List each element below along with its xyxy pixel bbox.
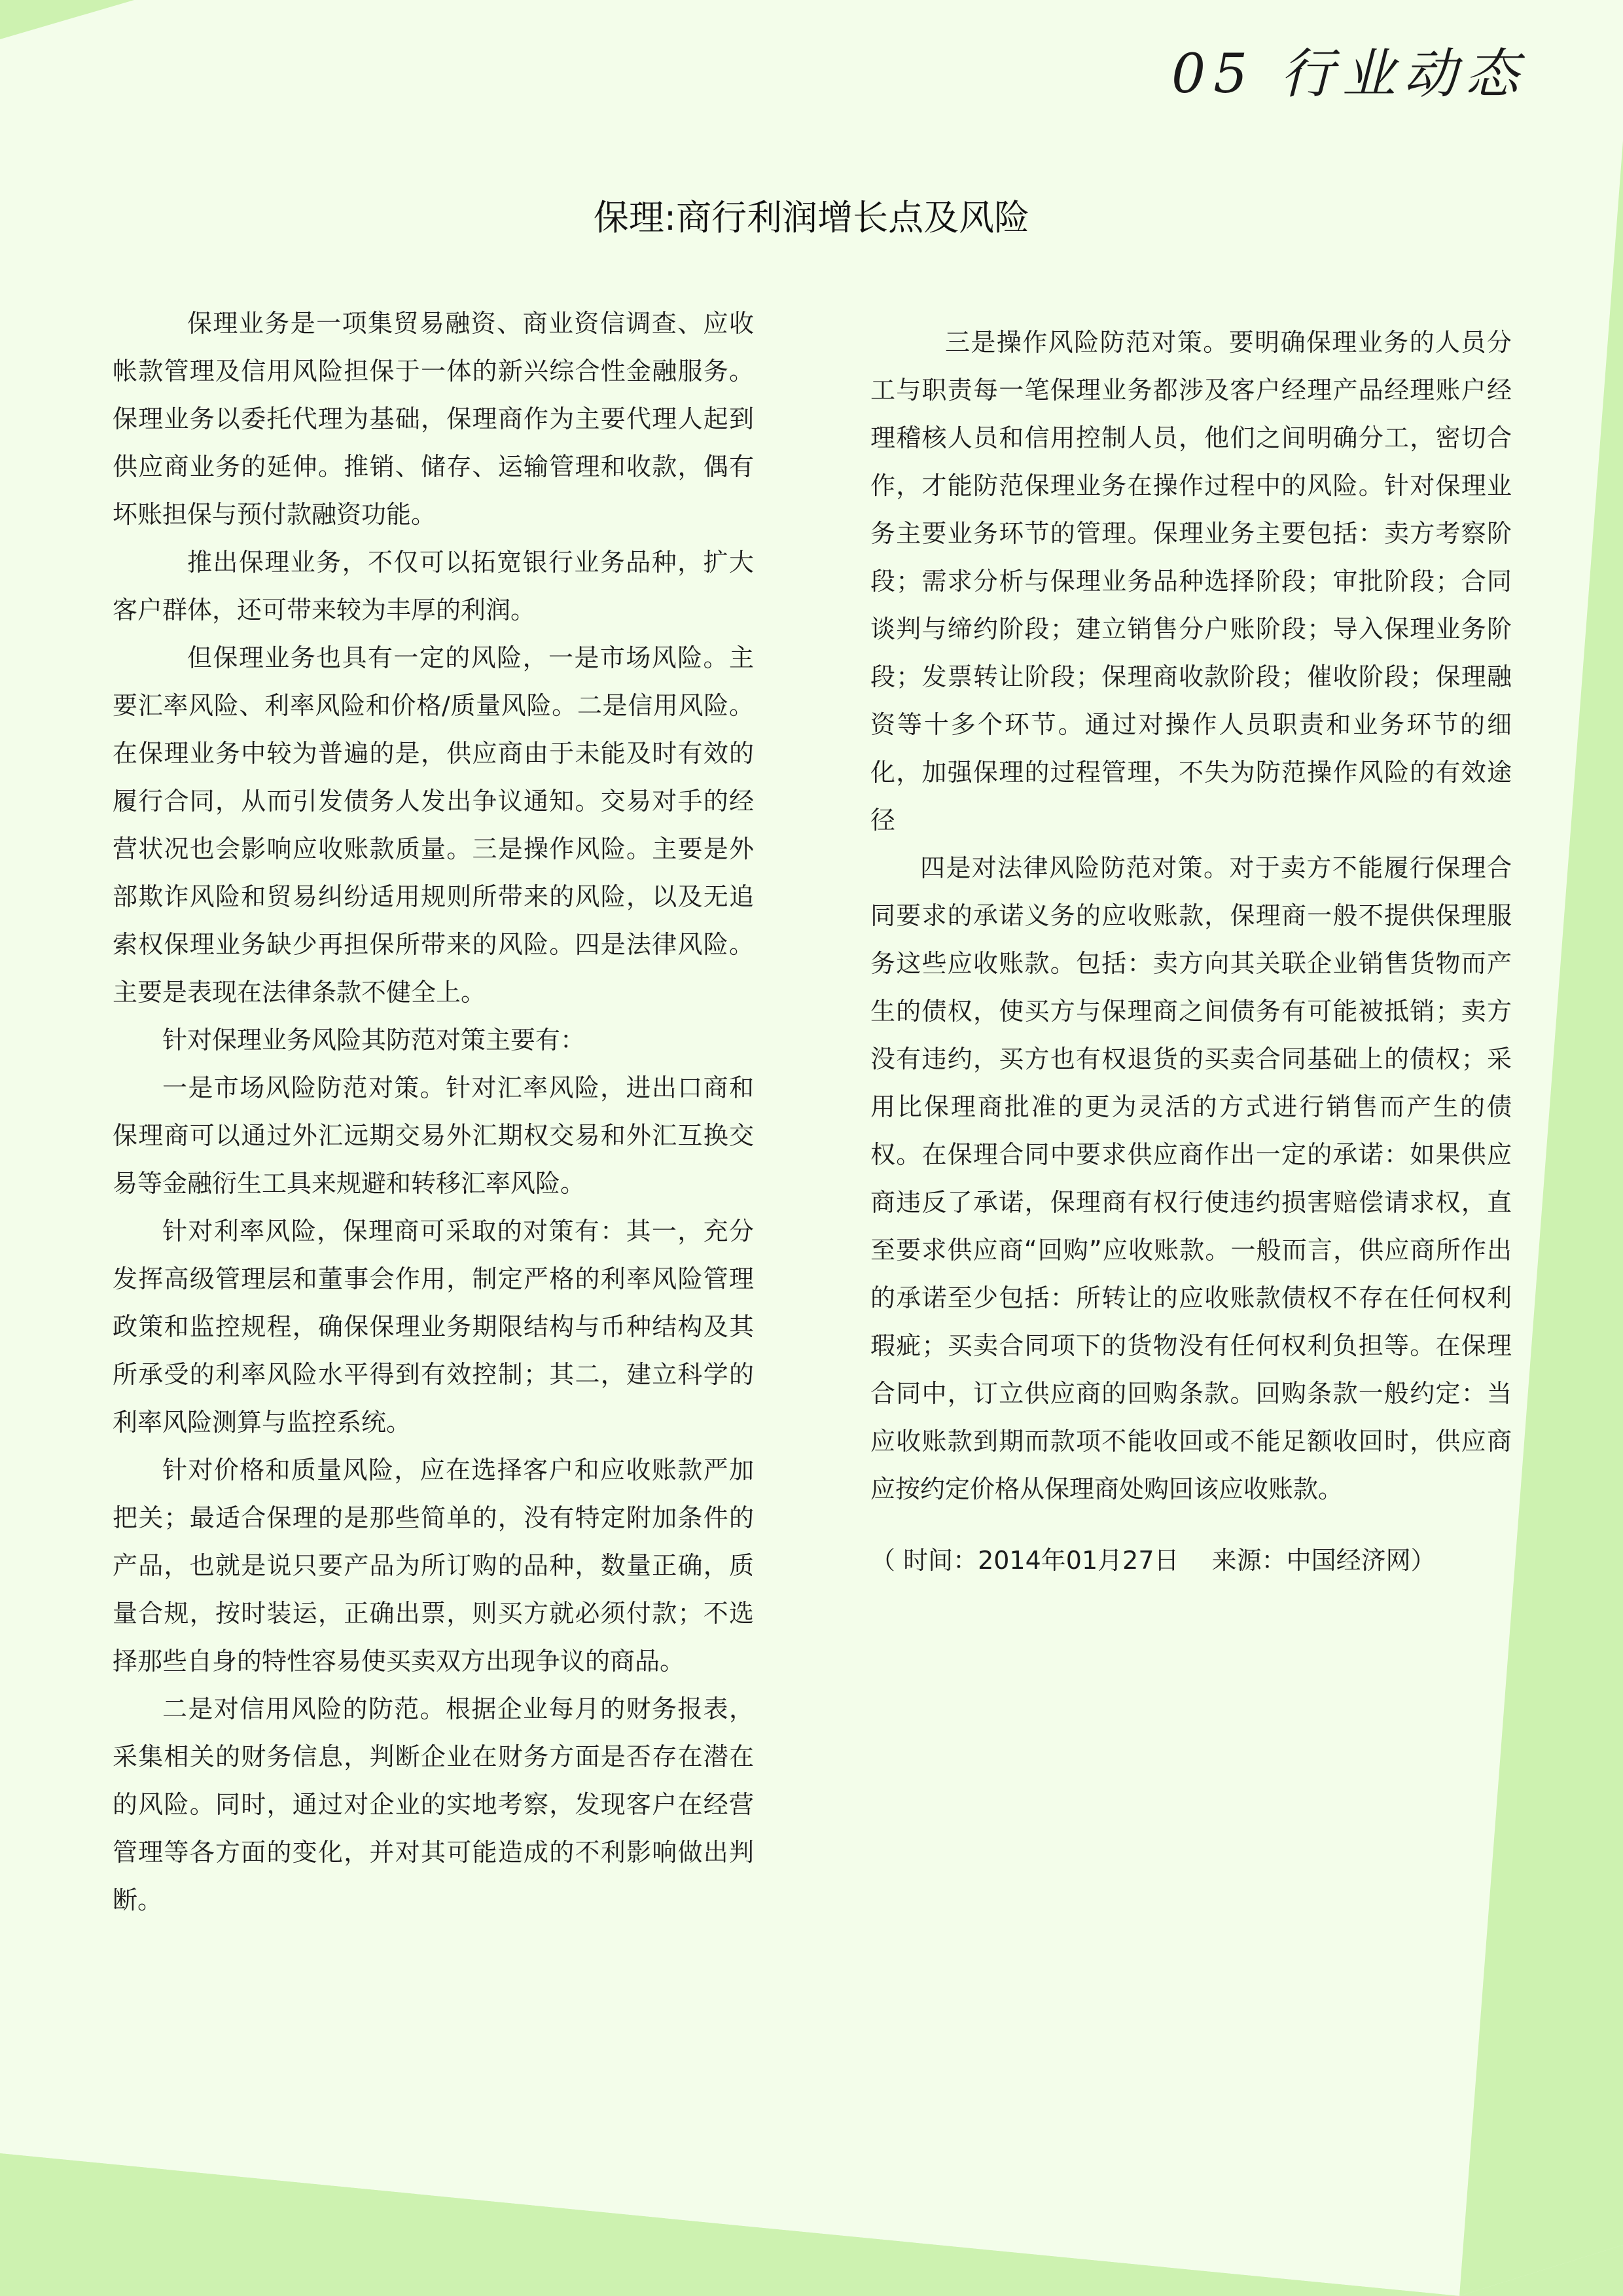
paragraph: 四是对法律风险防范对策。对于卖方不能履行保理合同要求的承诺义务的应收账款，保理商一般不提供保理服务这些应收账款。包括：卖方向其关联企业销售货物而产生的债权，使买方与保理商之间债务有可能被抵销；卖方没有违约，买方也有权退货的买卖合同基础上的债权；采用比保理商批准的更为灵活的方式进行销售而产生的债权。在保理合同中要求供应商作出一定的承诺：如果供应商违反了承诺，保理商有权行使违约损害赔偿请求权，直至要求供应商“回购”应收账款。一般而言，供应商所作出的承诺至少包括：所转让的应收账款债权不存在任何权利瑕疵；买卖合同项下的货物没有任何权利负担等。在保理合同中，订立供应商的回购条款。回购条款一般约定：当应收账款到期而款项不能收回或不能足额收回时，供应商应按约定价格从保理商处购回该应收账款。 — [870, 853, 1512, 1503]
paragraph: 一是市场风险防范对策。针对汇率风险，进出口商和保理商可以通过外汇远期交易外汇期权交易和外汇互换交易等金融衍生工具来规避和转移汇率风险。 — [113, 1073, 754, 1198]
right-column — [870, 319, 1512, 1585]
paragraph: 推出保理业务，不仅可以拓宽银行业务品种，扩大客户群体，还可带来较为丰厚的利润。 — [113, 548, 754, 624]
paragraph: 针对利率风险，保理商可采取的对策有：其一，充分发挥高级管理层和董事会作用，制定严格的利率风险管理政策和监控规程，确保保理业务期限结构与币种结构及其所承受的利率风险水平得到有效控制；其二，建立科学的利率风险测算与监控系统。 — [113, 1217, 754, 1437]
paragraph: 但保理业务也具有一定的风险，一是市场风险。主要汇率风险、利率风险和价格/质量风险。二是信用风险。在保理业务中较为普遍的是，供应商由于未能及时有效的履行合同，从而引发债务人发出争议通知。交易对手的经营状况也会影响应收账款质量。三是操作风险。主要是外部欺诈风险和贸易纠纷适用规则所带来的风险，以及无追索权保理业务缺少再担保所带来的风险。四是法律风险。主要是表现在法律条款不健全上。 — [113, 643, 754, 1007]
left-column — [113, 300, 754, 1924]
paragraph: 二是对信用风险的防范。根据企业每月的财务报表，采集相关的财务信息，判断企业在财务方面是否存在潜在的风险。同时，通过对企业的实地考察，发现客户在经营管理等各方面的变化，并对其可能造成的不利影响做出判断。 — [113, 1695, 754, 1914]
section-label: 05 行业动态 — [1171, 43, 1527, 105]
article-title: 保理:商行利润增长点及风险 — [593, 197, 1030, 238]
paragraph: 针对保理业务风险其防范对策主要有： — [162, 1026, 586, 1054]
paragraph: 三是操作风险防范对策。要明确保理业务的人员分工与职责每一笔保理业务都涉及客户经理产品经理账户经理稽核人员和信用控制人员，他们之间明确分工，密切合作，才能防范保理业务在操作过程中的风险。针对保理业务主要业务环节的管理。保理业务主要包括：卖方考察阶段；需求分析与保理业务品种选择阶段；审批阶段；合同谈判与缔约阶段；建立销售分户账阶段；导入保理业务阶段；发票转让阶段；保理商收款阶段；催收阶段；保理融资等十多个环节。通过对操作人员职责和业务环节的细化，加强保理的过程管理，不失为防范操作风险的有效途径 — [870, 328, 1512, 834]
source-line: （ 时间：2014年01月27日 来源：中国经济网） — [870, 1546, 1436, 1575]
paragraph: 针对价格和质量风险，应在选择客户和应收账款严加把关；最适合保理的是那些简单的，没有特定附加条件的产品，也就是说只要产品为所订购的品种，数量正确，质量合规，按时装运，正确出票，则买方就必须付款；不选择那些自身的特性容易使买卖双方出现争议的商品。 — [113, 1456, 754, 1676]
paragraph: 保理业务是一项集贸易融资、商业资信调查、应收帐款管理及信用风险担保于一体的新兴综合性金融服务。保理业务以委托代理为基础，保理商作为主要代理人起到供应商业务的延伸。推销、储存、运输管理和收款，偶有坏账担保与预付款融资功能。 — [113, 309, 754, 529]
